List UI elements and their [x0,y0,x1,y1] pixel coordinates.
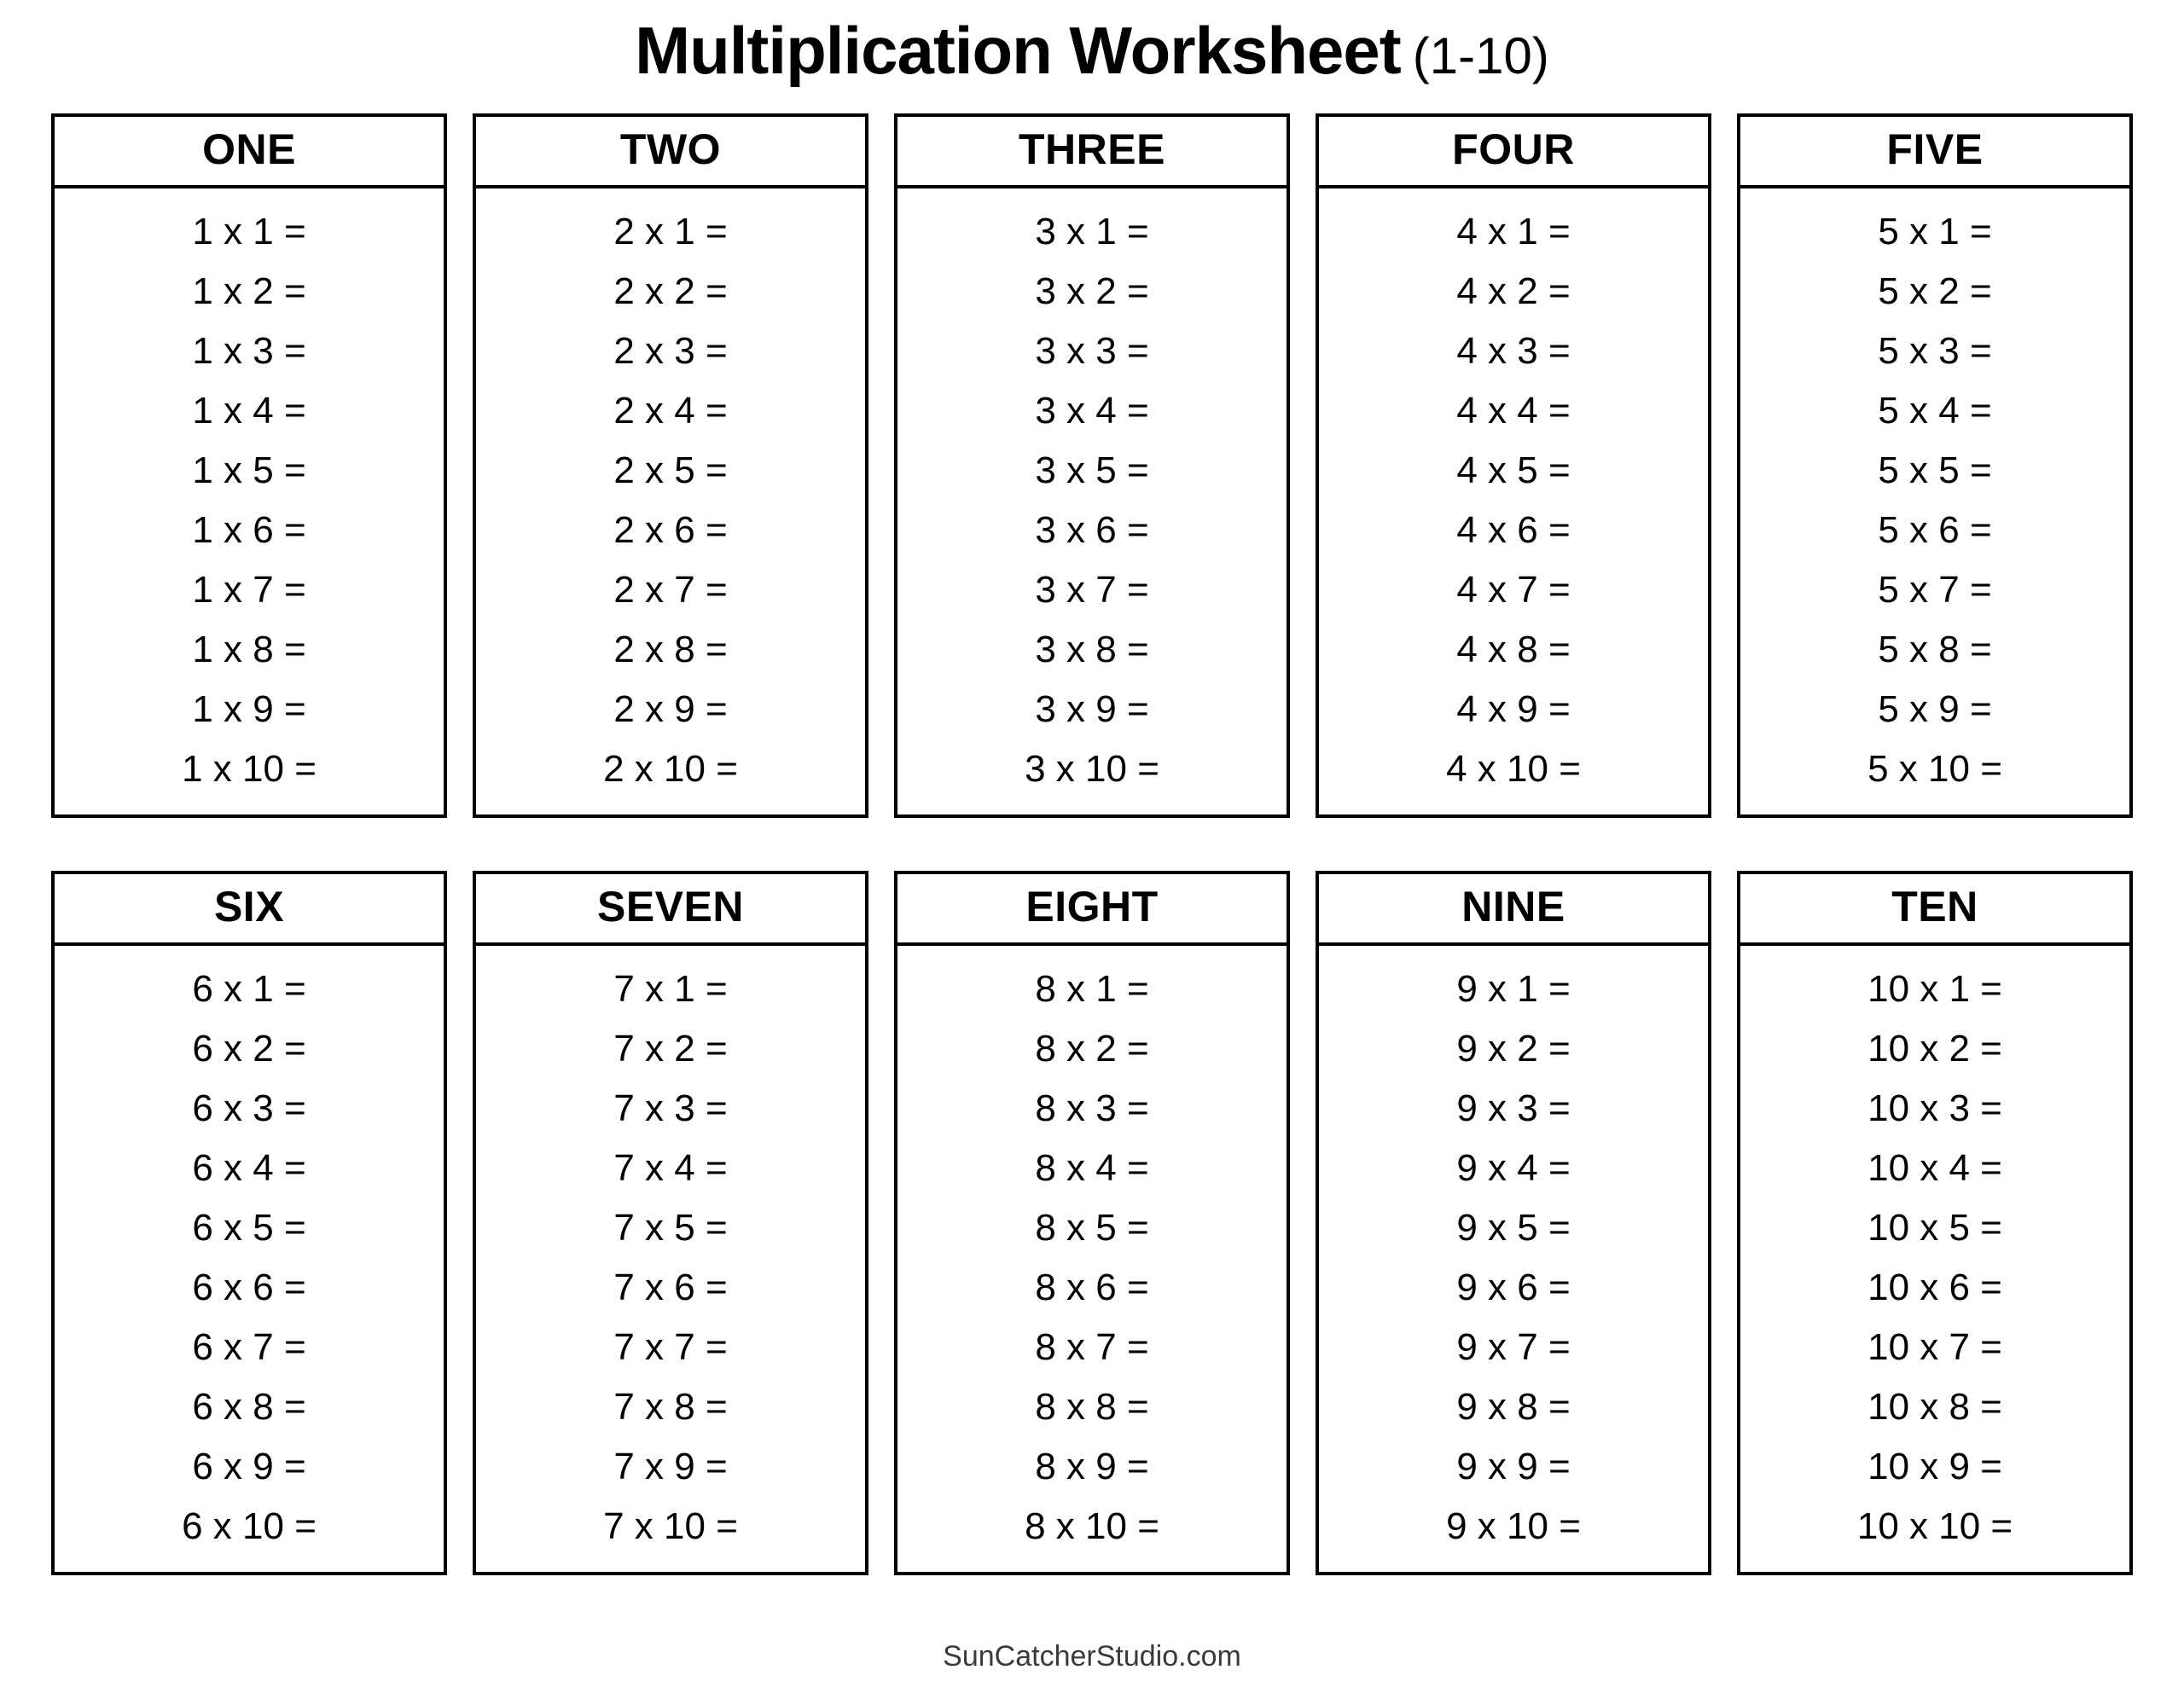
problem-line: 5 x 1 = [1878,211,1992,252]
problem-line: 5 x 3 = [1878,330,1992,372]
problem-line: 1 x 4 = [192,390,306,432]
problem-line: 9 x 10 = [1446,1505,1581,1547]
problem-line: 10 x 3 = [1867,1087,2002,1129]
problem-line: 4 x 4 = [1456,390,1571,432]
problem-line: 8 x 4 = [1035,1147,1149,1189]
problem-line: 3 x 7 = [1035,569,1149,611]
problem-line: 7 x 10 = [603,1505,738,1547]
problem-line: 8 x 7 = [1035,1326,1149,1368]
problem-line: 7 x 2 = [613,1028,728,1070]
title-range-text: (1-10) [1412,27,1549,84]
table-header-four: FOUR [1319,117,1708,188]
problem-line: 5 x 2 = [1878,270,1992,312]
problem-line: 8 x 2 = [1035,1028,1149,1070]
problem-line: 3 x 1 = [1035,211,1149,252]
problem-line: 9 x 9 = [1456,1446,1571,1487]
table-card-five [1737,113,2133,818]
problem-line: 3 x 5 = [1035,449,1149,491]
problem-line: 7 x 5 = [613,1207,728,1249]
problem-line: 2 x 3 = [613,330,728,372]
tables-row-2 [51,871,2133,1575]
tables-row-1 [51,113,2133,818]
problem-line: 7 x 3 = [613,1087,728,1129]
table-card-ten [1737,871,2133,1575]
problem-line: 8 x 6 = [1035,1267,1149,1308]
problem-line: 3 x 2 = [1035,270,1149,312]
problem-line: 1 x 9 = [192,688,306,730]
problem-line: 8 x 10 = [1025,1505,1159,1547]
problem-line: 9 x 1 = [1456,968,1571,1010]
problem-line: 7 x 7 = [613,1326,728,1368]
table-header-two: TWO [476,117,865,188]
problem-line: 3 x 10 = [1025,748,1159,790]
problem-line: 2 x 4 = [613,390,728,432]
table-header-six: SIX [55,874,444,946]
table-body-five [1740,188,2129,815]
table-body-three [897,188,1287,815]
problem-line: 8 x 8 = [1035,1386,1149,1428]
table-card-six [51,871,447,1575]
problem-line: 9 x 3 = [1456,1087,1571,1129]
problem-line: 1 x 3 = [192,330,306,372]
problem-line: 1 x 8 = [192,629,306,670]
problem-line: 1 x 6 = [192,509,306,551]
table-card-four [1316,113,1711,818]
problem-line: 8 x 9 = [1035,1446,1149,1487]
table-card-two [473,113,868,818]
problem-line: 9 x 2 = [1456,1028,1571,1070]
problem-line: 2 x 8 = [613,629,728,670]
table-header-eight: EIGHT [897,874,1287,946]
problem-line: 5 x 10 = [1867,748,2002,790]
problem-line: 2 x 7 = [613,569,728,611]
table-body-six [55,946,444,1572]
problem-line: 4 x 1 = [1456,211,1571,252]
footer-credit: SunCatcherStudio.com [943,1640,1241,1673]
problem-line: 2 x 5 = [613,449,728,491]
problem-line: 3 x 3 = [1035,330,1149,372]
table-card-seven [473,871,868,1575]
problem-line: 4 x 7 = [1456,569,1571,611]
table-header-ten: TEN [1740,874,2129,946]
problem-line: 6 x 2 = [192,1028,306,1070]
table-body-seven [476,946,865,1572]
problem-line: 5 x 7 = [1878,569,1992,611]
problem-line: 2 x 1 = [613,211,728,252]
problem-line: 10 x 4 = [1867,1147,2002,1189]
problem-line: 10 x 10 = [1856,1505,2013,1547]
problem-line: 8 x 3 = [1035,1087,1149,1129]
problem-line: 6 x 5 = [192,1207,306,1249]
problem-line: 4 x 8 = [1456,629,1571,670]
problem-line: 9 x 6 = [1456,1267,1571,1308]
problem-line: 7 x 1 = [613,968,728,1010]
problem-line: 10 x 5 = [1867,1207,2002,1249]
problem-line: 3 x 4 = [1035,390,1149,432]
table-header-seven: SEVEN [476,874,865,946]
problem-line: 3 x 6 = [1035,509,1149,551]
problem-line: 8 x 1 = [1035,968,1149,1010]
problem-line: 10 x 6 = [1867,1267,2002,1308]
table-body-two [476,188,865,815]
problem-line: 2 x 6 = [613,509,728,551]
problem-line: 1 x 2 = [192,270,306,312]
problem-line: 7 x 6 = [613,1267,728,1308]
problem-line: 4 x 6 = [1456,509,1571,551]
problem-line: 5 x 9 = [1878,688,1992,730]
problem-line: 7 x 9 = [613,1446,728,1487]
table-header-nine: NINE [1319,874,1708,946]
problem-line: 7 x 4 = [613,1147,728,1189]
problem-line: 10 x 8 = [1867,1386,2002,1428]
problem-line: 6 x 3 = [192,1087,306,1129]
problem-line: 1 x 10 = [182,748,317,790]
problem-line: 3 x 9 = [1035,688,1149,730]
title-main-text: Multiplication Worksheet [635,13,1401,88]
table-header-three: THREE [897,117,1287,188]
problem-line: 1 x 5 = [192,449,306,491]
table-header-one: ONE [55,117,444,188]
table-card-nine [1316,871,1711,1575]
problem-line: 6 x 10 = [182,1505,317,1547]
problem-line: 9 x 7 = [1456,1326,1571,1368]
problem-line: 3 x 8 = [1035,629,1149,670]
problem-line: 2 x 2 = [613,270,728,312]
problem-line: 5 x 6 = [1878,509,1992,551]
problem-line: 1 x 7 = [192,569,306,611]
table-body-four [1319,188,1708,815]
problem-line: 10 x 1 = [1867,968,2002,1010]
problem-line: 6 x 9 = [192,1446,306,1487]
problem-line: 5 x 8 = [1878,629,1992,670]
problem-line: 6 x 6 = [192,1267,306,1308]
table-body-one [55,188,444,815]
problem-line: 5 x 5 = [1878,449,1992,491]
problem-line: 8 x 5 = [1035,1207,1149,1249]
problem-line: 2 x 9 = [613,688,728,730]
problem-line: 10 x 7 = [1867,1326,2002,1368]
problem-line: 6 x 8 = [192,1386,306,1428]
problem-line: 9 x 5 = [1456,1207,1571,1249]
problem-line: 4 x 10 = [1446,748,1581,790]
problem-line: 4 x 2 = [1456,270,1571,312]
problem-line: 1 x 1 = [192,211,306,252]
problem-line: 10 x 2 = [1867,1028,2002,1070]
problem-line: 10 x 9 = [1867,1446,2002,1487]
problem-line: 6 x 7 = [192,1326,306,1368]
tables-grid [51,90,2133,1575]
problem-line: 7 x 8 = [613,1386,728,1428]
problem-line: 6 x 1 = [192,968,306,1010]
problem-line: 4 x 3 = [1456,330,1571,372]
problem-line: 4 x 9 = [1456,688,1571,730]
table-body-nine [1319,946,1708,1572]
problem-line: 9 x 8 = [1456,1386,1571,1428]
table-card-one [51,113,447,818]
table-card-eight [894,871,1290,1575]
table-body-eight [897,946,1287,1572]
problem-line: 4 x 5 = [1456,449,1571,491]
page-title [0,0,2184,90]
problem-line: 5 x 4 = [1878,390,1992,432]
problem-line: 6 x 4 = [192,1147,306,1189]
table-header-five: FIVE [1740,117,2129,188]
table-body-ten [1740,946,2129,1572]
table-card-three [894,113,1290,818]
problem-line: 2 x 10 = [603,748,738,790]
problem-line: 9 x 4 = [1456,1147,1571,1189]
